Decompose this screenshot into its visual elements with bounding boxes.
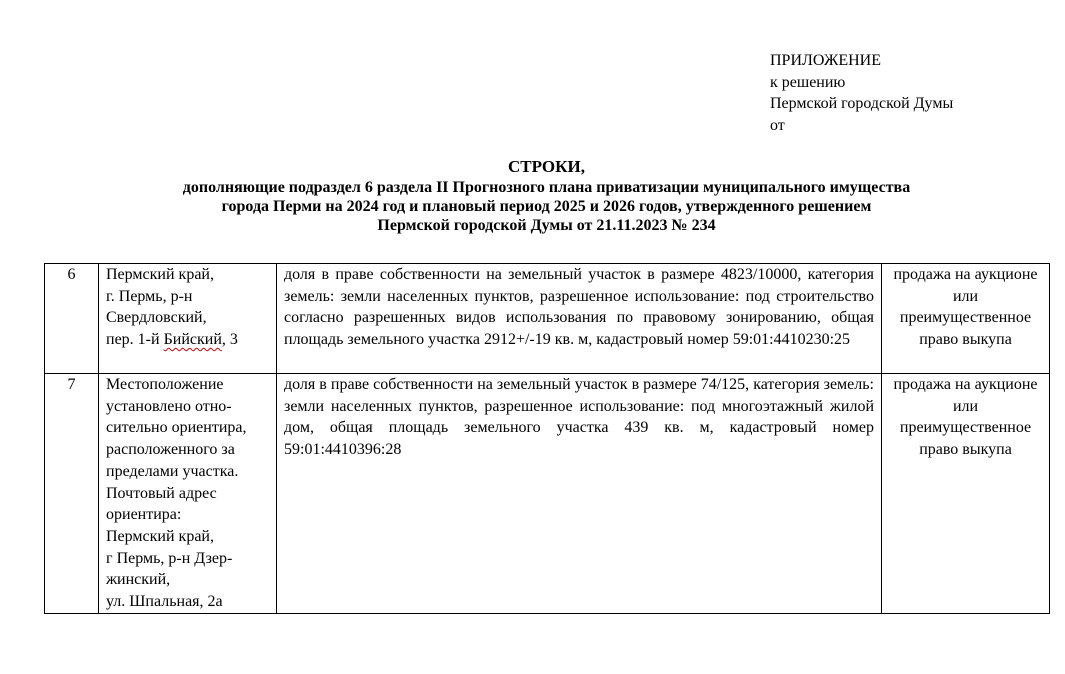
privatization-table [44, 263, 1050, 614]
address-text: , 3 [221, 331, 238, 349]
heading-line: дополняющие подраздел 6 раздела II Прогнозного плана приватизации муниципального имущества [182, 179, 911, 196]
spellcheck-word: Бийский [163, 331, 222, 349]
address-line [106, 329, 269, 351]
address-line: жинский, [106, 571, 171, 589]
table-row [45, 374, 1050, 614]
address-line: Пермский край, [106, 266, 214, 283]
table-row [45, 264, 1050, 374]
document-heading [0, 156, 1065, 235]
address-line: расположенного за [106, 441, 235, 459]
row-method: продажа на аукционе или преимущественное право выкупа [882, 374, 1050, 614]
heading-title: СТРОКИ, [508, 157, 585, 176]
address-line: пределами участка. [106, 462, 239, 480]
heading-line: города Перми на 2024 год и плановый период 2025 и 2026 годов, утвержденного решением [221, 198, 872, 215]
appendix-block [770, 50, 953, 136]
heading-line: Пермской городской Думы от 21.11.2023 № 234 [377, 217, 716, 234]
address-line: сительно ориентира, [106, 419, 247, 437]
address-line: установлено отно- [106, 397, 232, 415]
row-address [99, 374, 277, 614]
address-line: г. Пермь, р-н [106, 287, 193, 305]
address-line: Почтовый адрес [106, 484, 217, 502]
row-method: продажа на аукционе или преимущественное право выкупа [882, 264, 1050, 374]
address-line: Местоположение [106, 376, 224, 393]
address-line: ориентира: [106, 506, 182, 524]
row-address [99, 264, 277, 374]
row-description: доля в праве собственности на земельный участок в размере 4823/10000, категория земель: земли населенных пунктов, разрешенное использование: под строительство согласно разрешенных видов использования по правовому зонированию, общая площадь земельного участка 2912+/-19 кв. м, кадастровый номер 59:01:4410230:25 [277, 264, 882, 374]
row-number: 6 [45, 264, 99, 374]
address-line: Свердловский, [106, 309, 207, 327]
appendix-line: к решению [770, 73, 846, 91]
address-line: ул. Шпальная, 2а [106, 593, 223, 611]
address-line: Пермский край, [106, 527, 214, 545]
address-text: пер. 1-й [106, 331, 164, 349]
appendix-title: ПРИЛОЖЕНИЕ [770, 52, 882, 69]
address-line: г Пермь, р-н Дзер- [106, 549, 233, 567]
row-description: доля в праве собственности на земельный участок в размере 74/125, категория земель: земли населенных пунктов, разрешенное использование: под многоэтажный жилой дом, общая площадь земельного участка 439 кв. м, кадастровый номер 59:01:4410396:28 [277, 374, 882, 614]
appendix-line: Пермской городской Думы [770, 95, 954, 112]
row-number: 7 [45, 374, 99, 614]
appendix-line: от [770, 116, 785, 134]
